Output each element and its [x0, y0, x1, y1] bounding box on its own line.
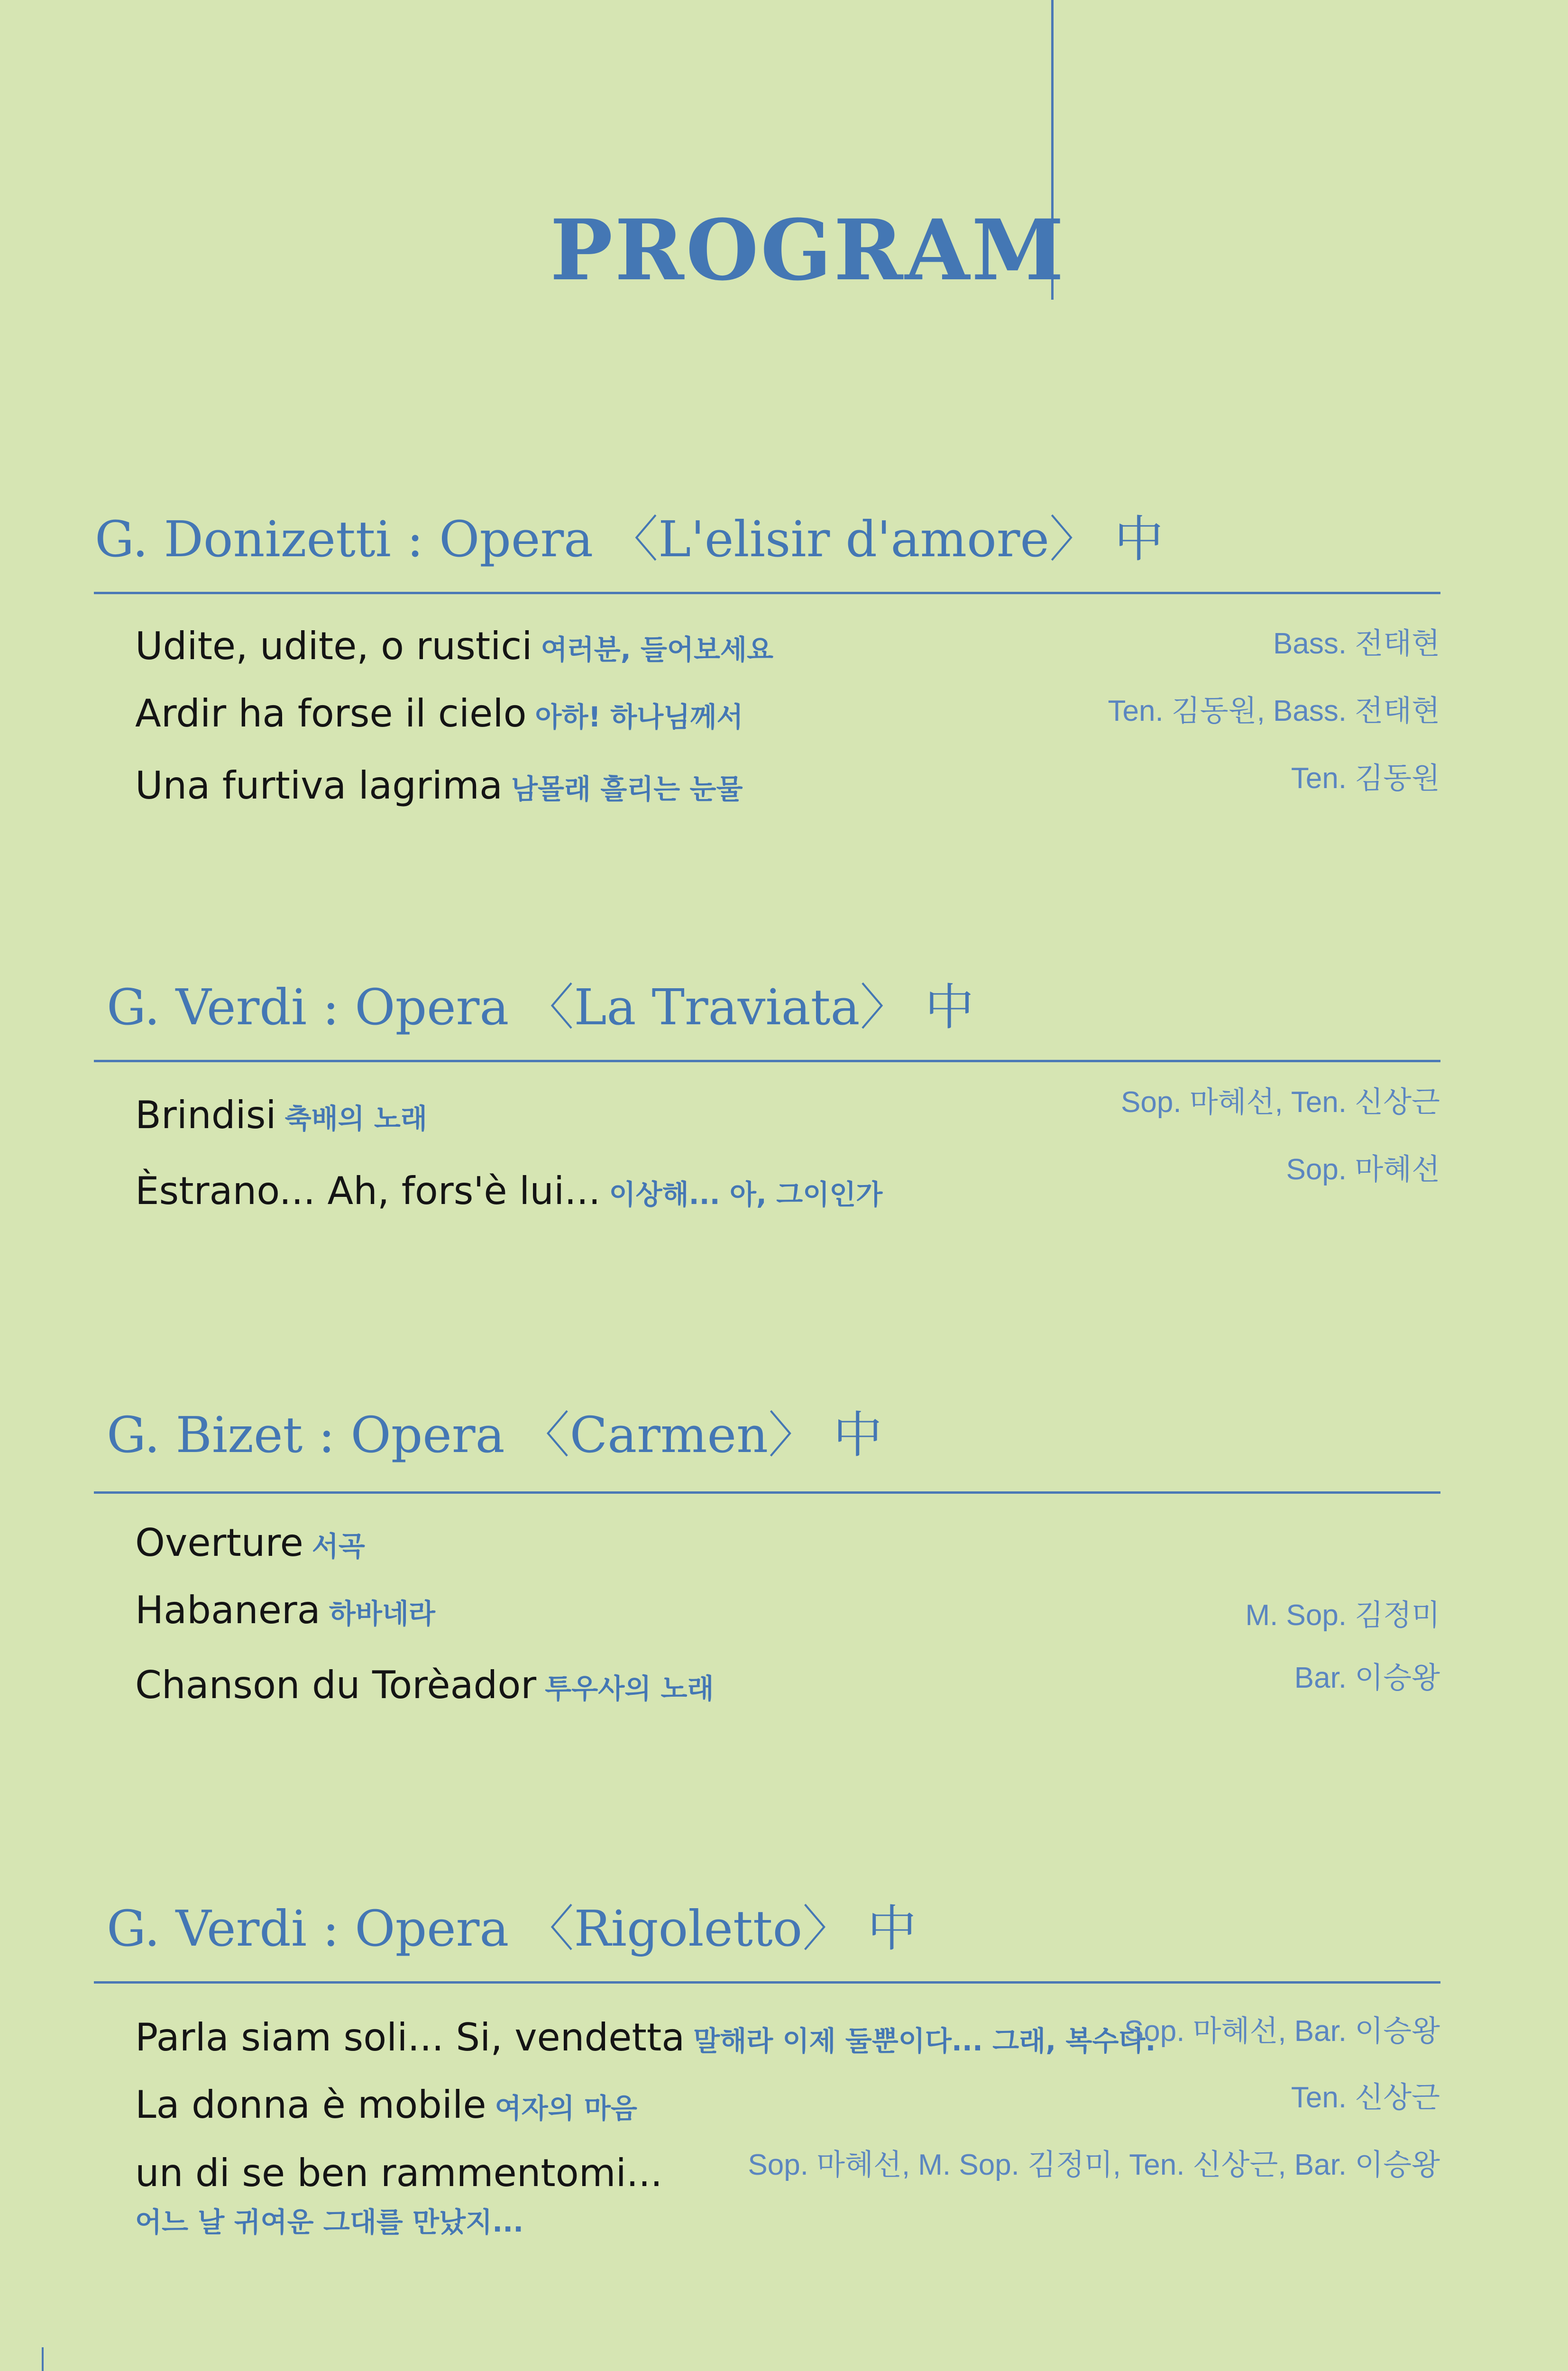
piece-korean: 이상해... 아, 그이인가	[609, 1178, 883, 1211]
piece-title: Una furtiva lagrima	[135, 763, 503, 808]
piece-korean: 어느 날 귀여운 그대를 만났지...	[135, 2206, 524, 2238]
section-heading: G. Donizetti : Opera 〈L'elisir d'amore〉 中	[95, 510, 1164, 568]
piece-title: Overture	[135, 1521, 303, 1565]
piece-title: La donna è mobile	[135, 2083, 486, 2127]
page-title: PROGRAM	[550, 201, 1066, 299]
piece-item	[135, 763, 743, 808]
piece-title: Udite, udite, o rustici	[135, 624, 532, 668]
corner-vertical-line	[42, 2347, 44, 2371]
piece-korean: 서곡	[312, 1530, 365, 1562]
piece-item	[135, 1169, 883, 1213]
section-rule	[94, 1060, 1440, 1062]
section-rule	[94, 1981, 1440, 1984]
performer-credit: Sop. 마혜선, Bar. 이승왕	[1124, 2015, 1440, 2048]
piece-title: Èstrano... Ah, fors'è lui...	[135, 1169, 601, 1213]
piece-title: Chanson du Torèador	[135, 1663, 537, 1707]
piece-korean: 남몰래 흘리는 눈물	[511, 773, 743, 805]
performer-credit: Sop. 마혜선, Ten. 신상근	[1121, 1086, 1440, 1119]
performer-credit: Ten. 신상근	[1291, 2081, 1440, 2114]
piece-korean: 아하! 하나님께서	[535, 701, 743, 733]
piece-item	[135, 1521, 365, 1565]
section-heading: G. Verdi : Opera 〈Rigoletto〉 中	[107, 1900, 917, 1957]
piece-item	[135, 2151, 663, 2195]
piece-item	[135, 1663, 714, 1707]
piece-item	[135, 1093, 427, 1137]
performer-credit: Ten. 김동원, Bass. 전태현	[1108, 695, 1440, 727]
section-rule	[94, 1491, 1440, 1494]
piece-korean: 여러분, 들어보세요	[541, 634, 774, 666]
piece-title: Habanera	[135, 1588, 321, 1632]
piece-title: Parla siam soli... Si, vendetta	[135, 2015, 685, 2059]
piece-korean: 말해라 이제 둘뿐이다... 그래, 복수다.	[693, 2025, 1156, 2057]
performer-credit: Sop. 마혜선	[1286, 1153, 1440, 1186]
piece-korean: 하바네라	[329, 1598, 435, 1630]
performer-credit: Sop. 마혜선, M. Sop. 김정미, Ten. 신상근, Bar. 이승왕	[748, 2149, 1440, 2181]
piece-korean: 여자의 마음	[495, 2092, 637, 2124]
performer-credit: Bar. 이승왕	[1294, 1662, 1440, 1694]
piece-title: Ardir ha forse il cielo	[135, 691, 527, 735]
section-heading: G. Verdi : Opera 〈La Traviata〉 中	[107, 978, 974, 1036]
performer-credit: M. Sop. 김정미	[1245, 1599, 1440, 1632]
piece-item	[135, 2015, 1156, 2059]
piece-title: un di se ben rammentomi...	[135, 2151, 663, 2195]
piece-title: Brindisi	[135, 1093, 276, 1137]
piece-item	[135, 624, 774, 668]
piece-item	[135, 2083, 637, 2127]
section-heading: G. Bizet : Opera 〈Carmen〉 中	[107, 1406, 883, 1464]
piece-item	[135, 1588, 435, 1632]
performer-credit: Bass. 전태현	[1273, 627, 1440, 660]
piece-item	[135, 691, 743, 735]
section-rule	[94, 592, 1440, 594]
piece-korean: 축배의 노래	[284, 1103, 427, 1135]
performer-credit: Ten. 김동원	[1291, 762, 1440, 795]
piece-korean: 투우사의 노래	[545, 1673, 714, 1705]
